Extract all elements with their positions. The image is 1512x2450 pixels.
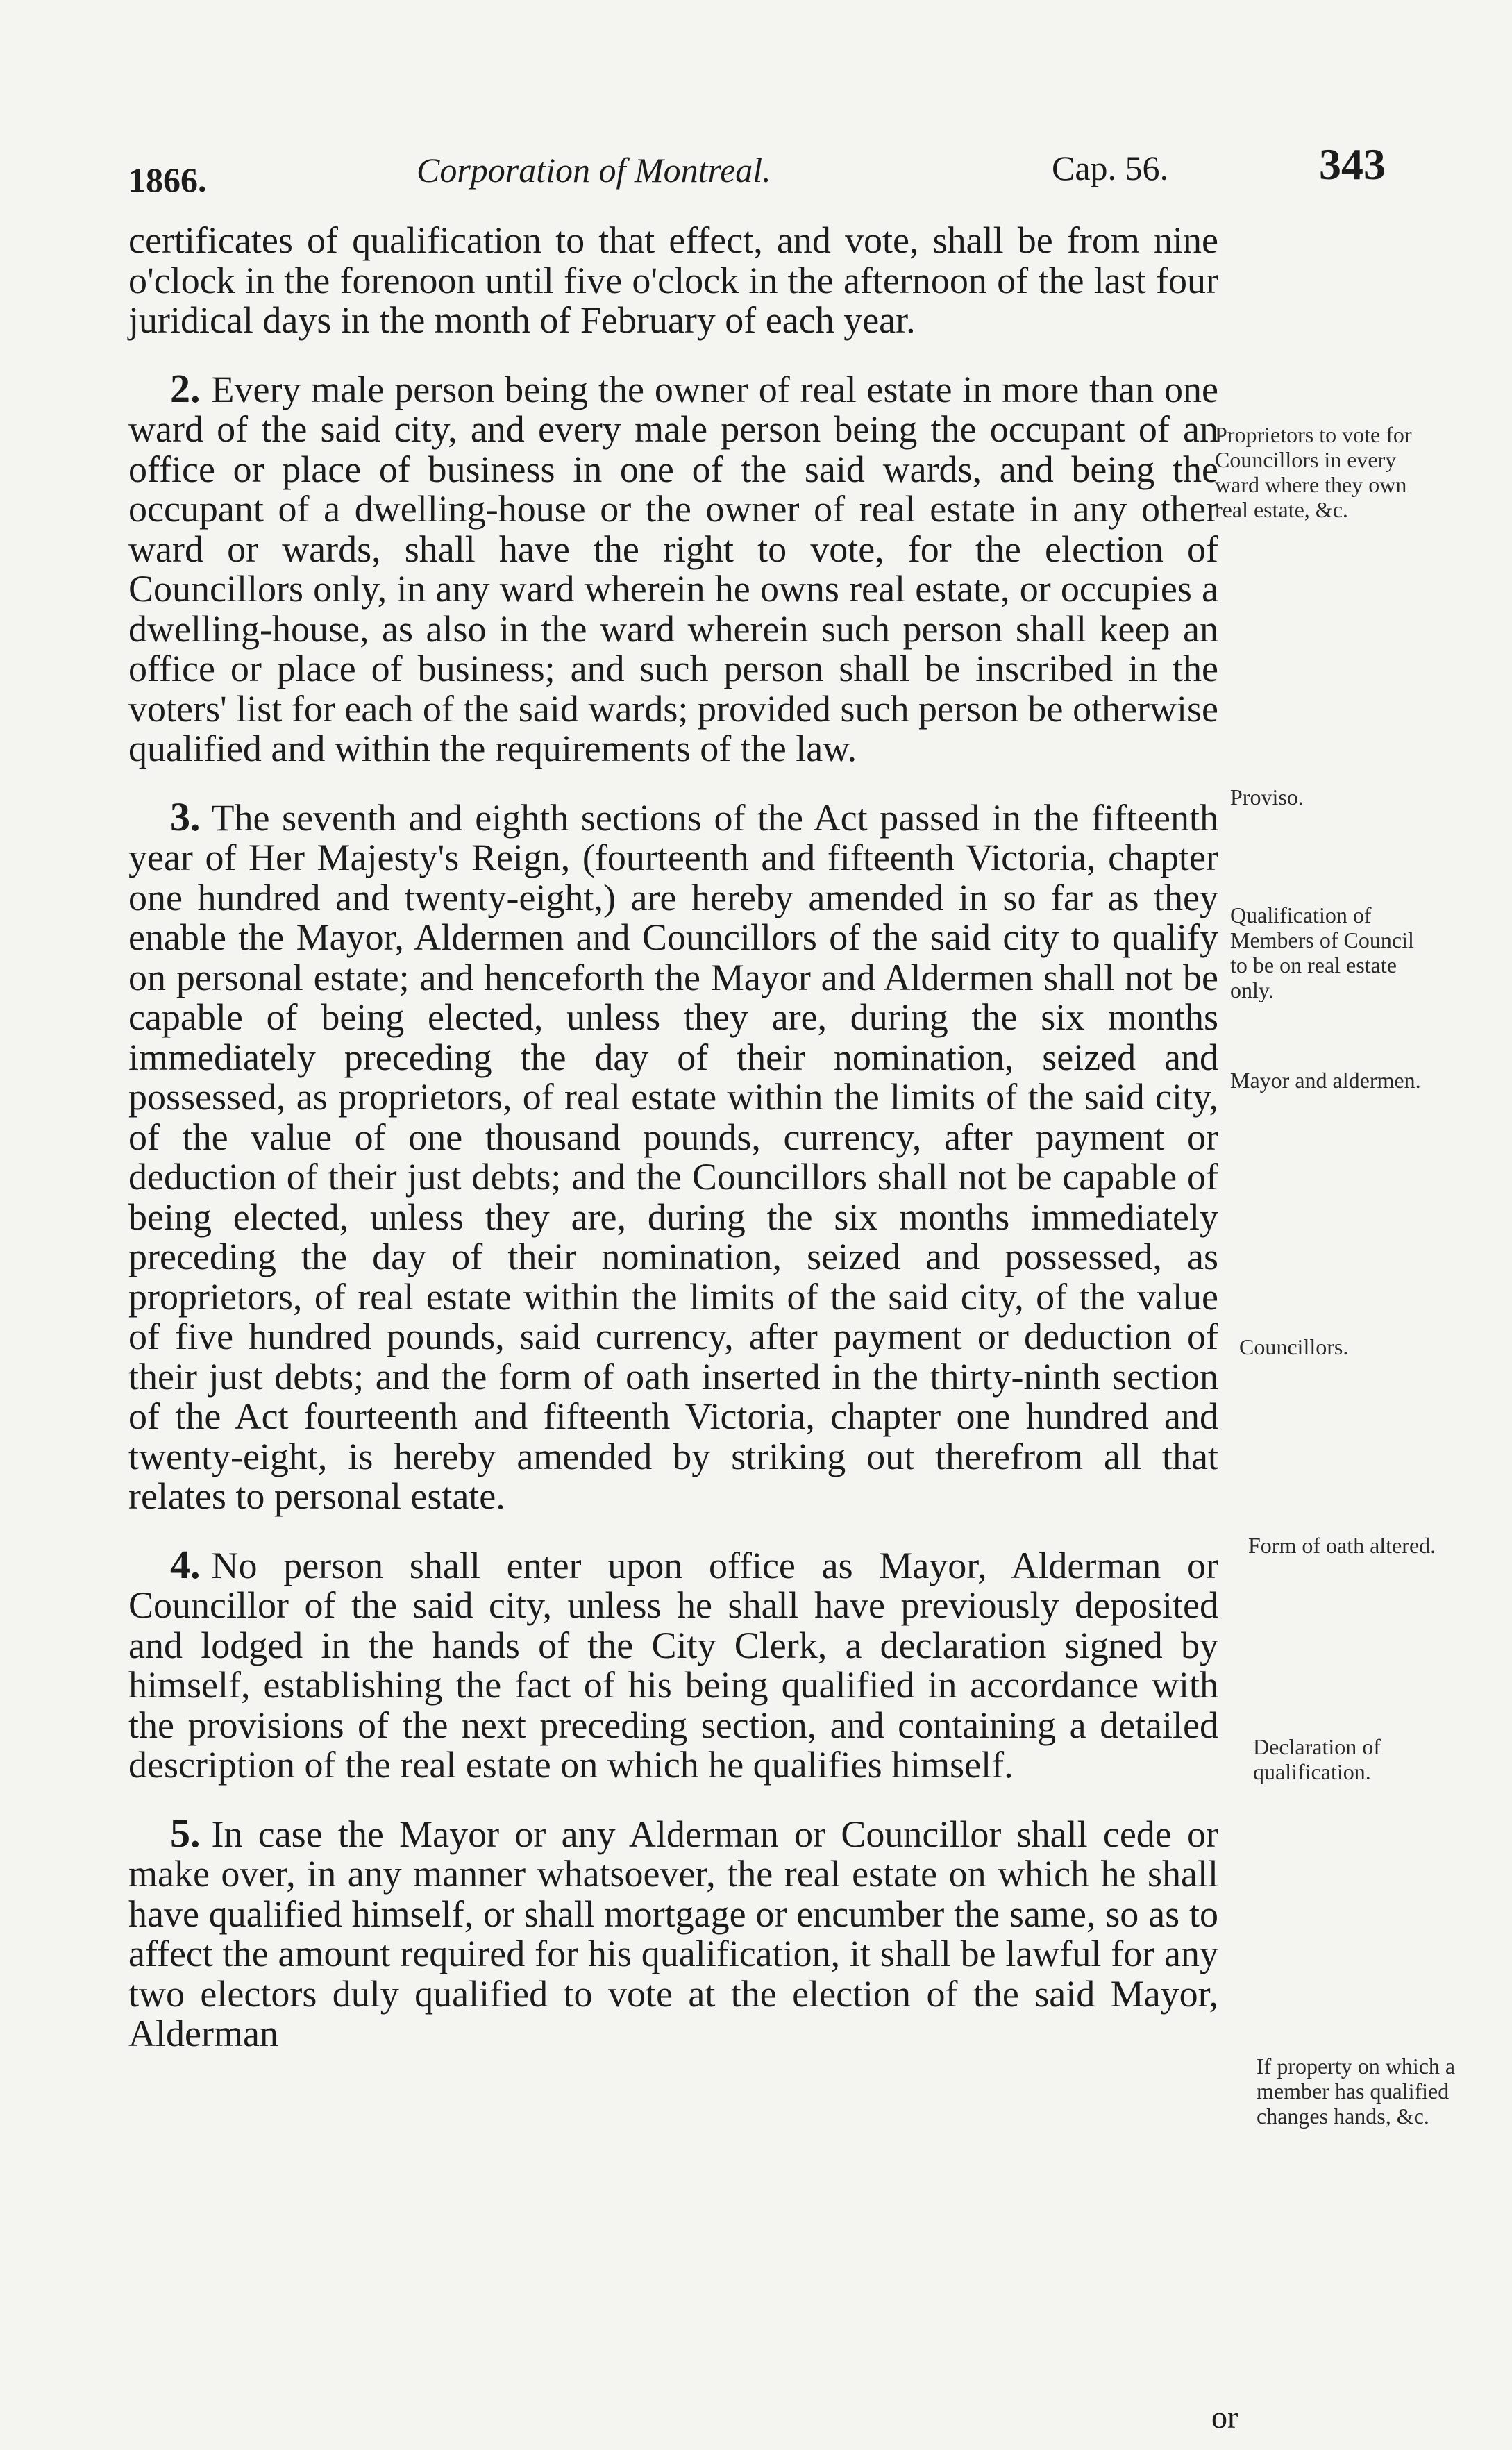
section-2 (128, 365, 1218, 769)
section-3 (128, 794, 1218, 1517)
section-4 (128, 1541, 1218, 1786)
section-text: The seventh and eighth sections of the Act passed in the fifteenth year of Her Majesty's Reign, (fourteenth and fifteenth Victoria, chapter one hundred and twenty-eight,) are hereby amended in so far as they enable the Mayor, Aldermen and Councillors of the said city to qualify on personal estate; and henceforth the Mayor and Aldermen shall not be capable of being elected, unless they are, during the six months immediately preceding the day of their nomination, seized and possessed, as proprietors, of real estate within the limits of the said city, of the value of one thousand pounds, currency, after payment or deduction of their just debts; and the Councillors shall not be capable of being elected, unless they are, during the six months immediately preceding the day of their nomination, seized and possessed, as proprietors, of real estate within the limits of the said city, of the value of five hundred pounds, said currency, after payment or deduction of their just debts; and the form of oath inserted in the thirty-ninth section of the Act fourteenth and fifteenth Victoria, chapter one hundred and twenty-eight, is hereby amended by striking out therefrom all that relates to personal estate. (128, 796, 1218, 1517)
section-text: In case the Mayor or any Alderman or Councillor shall cede or make over, in any manner whatsoever, the real estate on which he shall have qualified himself, or shall mortgage or encumber the same, so as to affect the amount required for his qualification, it shall be lawful for any two electors duly qualified to vote at the election of the said Mayor, Alderman (128, 1813, 1218, 2054)
opening-paragraph: certificates of qualification to that effect, and vote, shall be from nine o'clock in the forenoon until five o'clock in the afternoon of the last four juridical days in the month of February of each year. (128, 219, 1218, 341)
section-number: 4. (170, 1541, 201, 1587)
running-header (128, 140, 1434, 207)
header-title: Corporation of Montreal. (417, 151, 771, 190)
header-year: 1866. (128, 160, 207, 199)
section-text: Every male person being the owner of real estate in more than one ward of the said city, and every male person being the occupant of an office or place of business in one of the said wards, and being the occupant of a dwelling-house or the owner of real estate in any other ward or wards, shall have the right to vote, for the election of Councillors only, in any ward wherein he owns real estate, or occupies a dwelling-house, as also in the ward wherein such person shall keep an office or place of business; and such person shall be inscribed in the voters' list for each of the said wards; provided such person be otherwise qualified and within the requirements of the law. (128, 368, 1218, 769)
body-text (128, 221, 1218, 2054)
section-text: No person shall enter upon office as Mayor, Alderman or Councillor of the said city, unless he shall have previously deposited and lodged in the hands of the City Clerk, a declaration signed by himself, establishing the fact of his being qualified in accordance with the provisions of the next preceding section, and containing a detailed description of the real estate on which he qualifies himself. (128, 1544, 1218, 1786)
margin-note-proprietors: Proprietors to vote for Councillors in every ward where they own real estate, &c. (1215, 422, 1412, 522)
margin-note-declaration: Declaration of qualification. (1253, 1734, 1381, 1784)
header-chapter: Cap. 56. (1052, 149, 1169, 187)
section-5 (128, 1810, 1218, 2054)
margin-note-councillors: Councillors. (1239, 1334, 1349, 1359)
margin-note-property-changes: If property on which a member has qualified changes hands, &c. (1257, 2054, 1456, 2129)
page-number: 343 (1319, 140, 1386, 189)
margin-note-form-of-oath: Form of oath altered. (1248, 1533, 1436, 1558)
margin-note-mayor-aldermen: Mayor and aldermen. (1230, 1068, 1421, 1093)
margin-note-qualification: Qualification of Members of Council to be on real estate only. (1230, 903, 1414, 1002)
section-number: 2. (170, 365, 201, 411)
section-number: 3. (170, 794, 201, 839)
margin-note-proviso: Proviso. (1230, 784, 1304, 809)
section-number: 5. (170, 1810, 201, 1856)
catchword: or (1211, 2399, 1238, 2435)
